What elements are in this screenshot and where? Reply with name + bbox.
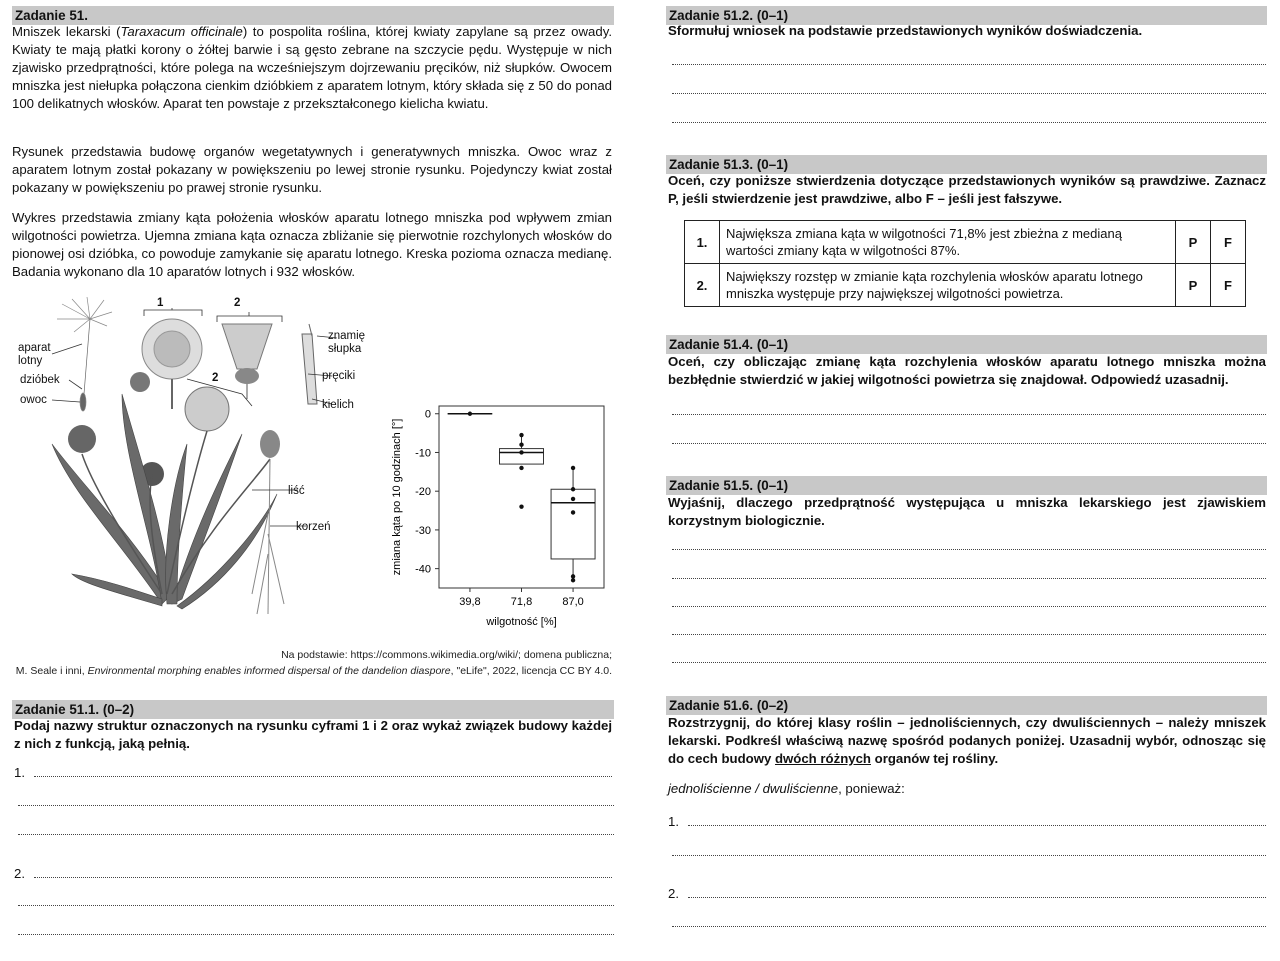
root-drawing — [252, 459, 284, 614]
data-point — [519, 504, 523, 508]
task-51-3-header: Zadanie 51.3. (0–1) — [666, 155, 1267, 174]
answer-line-515-3[interactable] — [672, 606, 1266, 607]
label-znamie-slupka: znamię słupka — [328, 330, 366, 355]
task-51-6-header: Zadanie 51.6. (0–2) — [666, 696, 1267, 715]
data-point — [571, 497, 575, 501]
row-number: 2. — [685, 264, 720, 307]
task-51-1-header: Zadanie 51.1. (0–2) — [12, 700, 614, 719]
statement-text: Największy rozstęp w zmianie kąta rozchylenia włosków aparatu lotnego mniszka występuje przy największej wilgotności powietrza. — [720, 264, 1176, 307]
true-option[interactable]: P — [1176, 264, 1211, 307]
source-note: Na podstawie: https://commons.wikimedia.org/wiki/; domena publiczna; M. Seale i inni, Environmental morphing enables informed dispersal of the dandelion diaspore, "eLife", 2022, licencja CC BY 4.0. — [15, 649, 612, 677]
task-51-2-header: Zadanie 51.2. (0–1) — [666, 6, 1267, 25]
data-point — [519, 433, 523, 437]
x-tick-label: 71,8 — [510, 596, 533, 608]
answer-line-1-3[interactable] — [18, 834, 614, 835]
answer-line-515-5[interactable] — [672, 662, 1266, 663]
answer-line-1-1[interactable] — [14, 765, 612, 780]
statement-text: Największa zmiana kąta w wilgotności 71,8% jest zbieżna z medianą wartości zmiany kąta w wilgotności 87%. — [720, 221, 1176, 264]
label-owoc: owoc — [20, 394, 47, 406]
label-lisc: liść — [288, 485, 305, 497]
x-axis-label: wilgotność [%] — [486, 616, 557, 628]
answer-line-512-3[interactable] — [672, 122, 1266, 123]
floret-drawing — [302, 324, 317, 404]
answer-line-2-2[interactable] — [18, 905, 614, 906]
y-tick-label: -30 — [415, 524, 431, 537]
task-51-5-instruction: Wyjaśnij, dlaczego przedprątność występująca u mniszka lekarskiego jest zjawiskiem korzystnym biologicznie. — [668, 495, 1266, 528]
label-preciki: pręciki — [322, 370, 356, 382]
label-kielich: kielich — [322, 399, 354, 411]
label-number-2b: 2 — [212, 372, 219, 384]
data-point — [571, 510, 575, 514]
y-tick-label: -10 — [415, 447, 431, 460]
label-aparat-lotny: aparat lotny — [18, 342, 51, 367]
answer-line-1-2[interactable] — [18, 805, 614, 806]
answer-line-514-2[interactable] — [672, 443, 1266, 444]
answer-number-1: 1. — [668, 814, 679, 829]
y-tick-label: -40 — [415, 563, 431, 576]
table-row — [685, 221, 1246, 264]
label-number-1: 1 — [157, 297, 164, 309]
task-51-4-header: Zadanie 51.4. (0–1) — [666, 335, 1267, 354]
table-row — [685, 264, 1246, 307]
task-51-5-header: Zadanie 51.5. (0–1) — [666, 476, 1267, 495]
y-axis-label: zmiana kąta po 10 godzinach [°] — [391, 418, 403, 576]
label-korzen: korzeń — [296, 521, 331, 533]
false-option[interactable]: F — [1211, 264, 1246, 307]
y-tick-label: -20 — [415, 486, 431, 499]
x-tick-label: 87,0 — [562, 596, 584, 608]
box-plot-chart — [374, 398, 614, 628]
task-51-header: Zadanie 51. — [12, 6, 614, 25]
answer-line-2-1[interactable] — [14, 866, 612, 881]
true-false-table — [684, 220, 1246, 307]
answer-number-1: 1. — [14, 765, 25, 780]
single-flower-drawing — [222, 324, 272, 399]
true-option[interactable]: P — [1176, 221, 1211, 264]
task-51-6-instruction: Rozstrzygnij, do której klasy roślin – jednoliściennych, czy dwuliściennych – należy mniszek lekarski. Podkreśl właściwą nazwę spośród podanych poniżej. Uzasadnij wybór, odnosząc się do cech budowy dwóch różnych organów tej rośliny. — [668, 715, 1266, 766]
data-point — [571, 487, 575, 491]
data-point — [571, 578, 575, 582]
answer-line-514-1[interactable] — [672, 414, 1266, 415]
pappus-enlarged-drawing — [57, 297, 112, 411]
answer-line-2-3[interactable] — [18, 934, 614, 935]
y-tick-label: 0 — [424, 408, 431, 421]
task-51-4-instruction: Oceń, czy obliczając zmianę kąta rozchylenia włosków aparatu lotnego mniszka można bezbłędnie stwierdzić w jakiej wilgotności powietrza się znajdował. Odpowiedź uzasadnij. — [668, 354, 1266, 387]
answer-line-516-1[interactable] — [668, 814, 1266, 829]
task-51-3-instruction: Oceń, czy poniższe stwierdzenia dotyczące przedstawionych wyników są prawdziwe. Zaznacz P, jeśli stwierdzenie jest prawdziwe, albo F – jeśli jest fałszywe. — [668, 173, 1266, 206]
data-point — [571, 574, 575, 578]
answer-number-2: 2. — [668, 886, 679, 901]
task-51-1-instruction: Podaj nazwy struktur oznaczonych na rysunku cyframi 1 i 2 oraz wykaż związek budowy każdej z nich z funkcją, jaką pełnią. — [14, 718, 612, 751]
figure-description-paragraph: Rysunek przedstawia budowę organów wegetatywnych i generatywnych mniszka. Owoc wraz z aparatem lotnym został pokazany w powiększeniu po lewej stronie rysunku. Pojedynczy kwiat został pokazany w powiększeniu po prawej stronie rysunku. — [12, 144, 612, 195]
row-number: 1. — [685, 221, 720, 264]
data-point — [519, 450, 523, 454]
false-option[interactable]: F — [1211, 221, 1246, 264]
data-point — [519, 443, 523, 447]
x-tick-label: 39,8 — [459, 596, 481, 608]
answer-line-512-2[interactable] — [672, 93, 1266, 94]
chart-description-paragraph: Wykres przedstawia zmiany kąta położenia włosków aparatu lotnego mniszka pod wpływem zmian wilgotności powietrza. Ujemna zmiana kąta oznacza zbliżanie się pierwotnie rozchylonych włosków do pionowej osi dzióbka, co powoduje zamykanie się aparatu lotnego. Kreska pozioma oznacza medianę. Badania wykonano dla 10 aparatów lotnych i 932 włosków. — [12, 210, 612, 279]
answer-line-515-1[interactable] — [672, 549, 1266, 550]
label-number-2: 2 — [234, 297, 241, 309]
choice-line: jednoliścienne / dwuliścienne, ponieważ: — [668, 781, 905, 796]
task-51-2-instruction: Sformułuj wniosek na podstawie przedstawionych wyników doświadczenia. — [668, 23, 1143, 38]
answer-line-516-3[interactable] — [668, 886, 1266, 901]
answer-line-515-2[interactable] — [672, 578, 1266, 579]
dandelion-illustration — [12, 294, 372, 624]
answer-line-515-4[interactable] — [672, 634, 1266, 635]
answer-line-516-2[interactable] — [672, 855, 1266, 856]
answer-line-512-1[interactable] — [672, 64, 1266, 65]
data-point — [571, 466, 575, 470]
data-point — [468, 412, 472, 416]
intro-paragraph: Mniszek lekarski (Taraxacum officinale) to pospolita roślina, której kwiaty zapylane są przez owady. Kwiaty te mają płatki korony o żółtej barwie i są gęsto zebrane na szczycie pędu. Występuje w nich zjawisko przedprątności, które polega na wcześniejszym dojrzewaniu pręcików, niż słupków. Owocem mniszka jest niełupka połączona cienkim dzióbkiem z aparatem lotnym, który składa się z 50 do ponad 100 delikatnych włosków. Aparat ten powstaje z przekształconego kielicha kwiatu. — [12, 24, 612, 111]
answer-number-2: 2. — [14, 866, 25, 881]
choice-options[interactable]: jednoliścienne / dwuliścienne — [668, 781, 839, 796]
answer-line-516-4[interactable] — [672, 926, 1266, 927]
label-dziobek: dzióbek — [20, 374, 60, 386]
data-point — [519, 466, 523, 470]
